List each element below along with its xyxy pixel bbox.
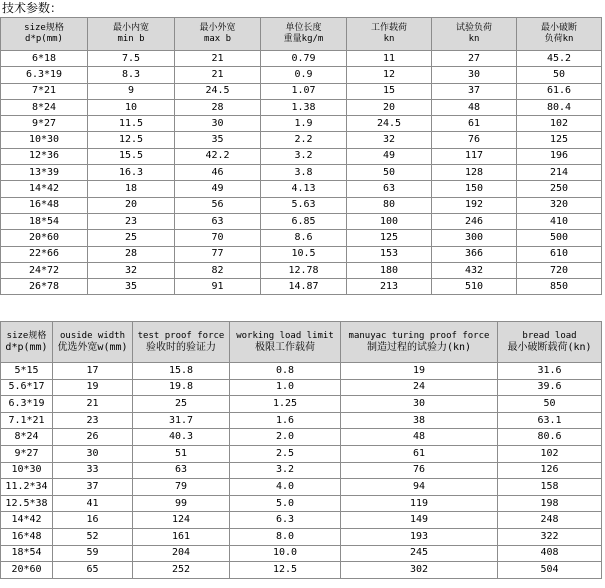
table-cell: 80	[347, 197, 432, 213]
table-cell: 33	[53, 462, 133, 479]
table-cell: 15.5	[88, 148, 175, 164]
table-cell: 23	[88, 213, 175, 229]
table-cell: 322	[498, 528, 602, 545]
table-cell: 24*72	[1, 262, 88, 278]
table-cell: 22*66	[1, 246, 88, 262]
table-cell: 204	[133, 545, 230, 562]
table-cell: 248	[498, 512, 602, 529]
page-title: 技术参数：	[2, 1, 63, 15]
table-row	[1, 132, 602, 148]
table-cell: 24.5	[347, 116, 432, 132]
column-header-line2: max b	[203, 34, 232, 44]
table-cell: 65	[53, 562, 133, 579]
column-header-line1: 工作载荷	[370, 23, 407, 33]
table-cell: 63	[133, 462, 230, 479]
table-row	[1, 396, 602, 413]
column-header-line2: d*p(mm)	[5, 342, 48, 353]
table-cell: 63.1	[498, 412, 602, 429]
table-cell: 10*30	[1, 132, 88, 148]
table-cell: 2.0	[230, 429, 341, 446]
table-cell: 3.2	[230, 462, 341, 479]
column-header-line2: 负荷kn	[544, 34, 574, 44]
table-row	[1, 197, 602, 213]
table-cell: 117	[432, 148, 517, 164]
table-cell: 16.3	[88, 165, 175, 181]
table-cell: 153	[347, 246, 432, 262]
table-cell: 25	[133, 396, 230, 413]
table-cell: 19	[341, 363, 498, 380]
column-header-line1: test proof force	[137, 331, 225, 341]
table-cell: 100	[347, 213, 432, 229]
table-row	[1, 246, 602, 262]
table-cell: 37	[53, 479, 133, 496]
table-cell: 24	[341, 379, 498, 396]
table-cell: 80.4	[517, 99, 602, 115]
table-cell: 8.0	[230, 528, 341, 545]
table-cell: 10	[88, 99, 175, 115]
table-cell: 12	[347, 67, 432, 83]
table-cell: 6*18	[1, 51, 88, 67]
table-cell: 24.5	[175, 83, 261, 99]
table-cell: 10*30	[1, 462, 53, 479]
column-header-line2: d*p(mm)	[25, 34, 63, 44]
table-cell: 27	[432, 51, 517, 67]
table-cell: 432	[432, 262, 517, 278]
table-row	[1, 116, 602, 132]
table-cell: 42.2	[175, 148, 261, 164]
column-header	[347, 18, 432, 51]
table-cell: 102	[517, 116, 602, 132]
table-cell: 158	[498, 479, 602, 496]
column-header	[261, 18, 347, 51]
table-cell: 0.9	[261, 67, 347, 83]
table-cell: 25	[88, 230, 175, 246]
table-row	[1, 495, 602, 512]
table-cell: 500	[517, 230, 602, 246]
column-header-line2: 极限工作载荷	[255, 342, 315, 353]
table-cell: 245	[341, 545, 498, 562]
table-row	[1, 51, 602, 67]
table-cell: 1.38	[261, 99, 347, 115]
column-header-line2: 验收时的验证力	[146, 342, 216, 353]
table-cell: 77	[175, 246, 261, 262]
table-cell: 1.0	[230, 379, 341, 396]
table-cell: 14*42	[1, 181, 88, 197]
table-cell: 50	[517, 67, 602, 83]
table-cell: 20*60	[1, 230, 88, 246]
table-row	[1, 379, 602, 396]
table-cell: 102	[498, 445, 602, 462]
column-header-line2: 重量kg/m	[283, 34, 324, 44]
table-cell: 7*21	[1, 83, 88, 99]
table-cell: 18*54	[1, 213, 88, 229]
column-header	[175, 18, 261, 51]
table-cell: 32	[88, 262, 175, 278]
table-cell: 12.78	[261, 262, 347, 278]
table-cell: 125	[347, 230, 432, 246]
table-row	[1, 545, 602, 562]
table-cell: 0.8	[230, 363, 341, 380]
column-header-line1: 单位长度	[285, 23, 322, 33]
column-header-line1: 最小外宽	[199, 23, 236, 33]
column-header-line1: 最小破断	[540, 23, 577, 33]
table-cell: 26	[53, 429, 133, 446]
table-cell: 149	[341, 512, 498, 529]
table-cell: 246	[432, 213, 517, 229]
table-cell: 213	[347, 279, 432, 295]
table-cell: 192	[432, 197, 517, 213]
table-cell: 16*48	[1, 197, 88, 213]
table-cell: 119	[341, 495, 498, 512]
table-row	[1, 213, 602, 229]
table-cell: 11.2*34	[1, 479, 53, 496]
table-cell: 18*54	[1, 545, 53, 562]
table-cell: 410	[517, 213, 602, 229]
column-header	[1, 18, 88, 51]
column-header	[230, 322, 341, 363]
table-cell: 13*39	[1, 165, 88, 181]
table-cell: 11	[347, 51, 432, 67]
table-cell: 8.6	[261, 230, 347, 246]
column-header-line2: 制造过程的试验力(kn)	[366, 342, 472, 353]
table-row	[1, 462, 602, 479]
table-cell: 7.5	[88, 51, 175, 67]
table-cell: 28	[88, 246, 175, 262]
table-cell: 49	[347, 148, 432, 164]
table-cell: 250	[517, 181, 602, 197]
table-cell: 4.13	[261, 181, 347, 197]
table-cell: 125	[517, 132, 602, 148]
table-cell: 20*60	[1, 562, 53, 579]
table-cell: 37	[432, 83, 517, 99]
table-row	[1, 181, 602, 197]
table-cell: 320	[517, 197, 602, 213]
column-header-line2: 优选外宽w(mm)	[57, 342, 128, 353]
table-row	[1, 230, 602, 246]
table-cell: 16*48	[1, 528, 53, 545]
table-cell: 63	[175, 213, 261, 229]
table-cell: 15.8	[133, 363, 230, 380]
table-cell: 252	[133, 562, 230, 579]
table-cell: 150	[432, 181, 517, 197]
table-cell: 5*15	[1, 363, 53, 380]
column-header	[1, 322, 53, 363]
table-cell: 19	[53, 379, 133, 396]
table-cell: 2.2	[261, 132, 347, 148]
table-cell: 28	[175, 99, 261, 115]
table-cell: 19.8	[133, 379, 230, 396]
table-cell: 1.07	[261, 83, 347, 99]
table-cell: 50	[498, 396, 602, 413]
table-cell: 21	[175, 67, 261, 83]
table-cell: 52	[53, 528, 133, 545]
table-cell: 20	[347, 99, 432, 115]
table-cell: 61	[432, 116, 517, 132]
table-cell: 124	[133, 512, 230, 529]
table-row	[1, 445, 602, 462]
table-cell: 214	[517, 165, 602, 181]
table-cell: 61	[341, 445, 498, 462]
table-cell: 128	[432, 165, 517, 181]
table-row	[1, 412, 602, 429]
table-cell: 45.2	[517, 51, 602, 67]
table-cell: 193	[341, 528, 498, 545]
table-cell: 23	[53, 412, 133, 429]
table-cell: 126	[498, 462, 602, 479]
table-row	[1, 262, 602, 278]
table-cell: 76	[432, 132, 517, 148]
column-header	[432, 18, 517, 51]
table-cell: 35	[175, 132, 261, 148]
table-row	[1, 429, 602, 446]
table-cell: 82	[175, 262, 261, 278]
table-row	[1, 165, 602, 181]
table-cell: 11.5	[88, 116, 175, 132]
column-header-line2: 最小破断载荷(kn)	[507, 342, 592, 353]
column-header	[498, 322, 602, 363]
table-cell: 51	[133, 445, 230, 462]
table-cell: 300	[432, 230, 517, 246]
table-cell: 1.9	[261, 116, 347, 132]
column-header	[88, 18, 175, 51]
specs-table-2	[0, 321, 602, 579]
table-cell: 6.3	[230, 512, 341, 529]
table-cell: 14*42	[1, 512, 53, 529]
table-cell: 6.3*19	[1, 67, 88, 83]
table-cell: 610	[517, 246, 602, 262]
column-header-line1: manuyac turing proof force	[348, 331, 490, 341]
table-cell: 21	[175, 51, 261, 67]
table-cell: 12.5*38	[1, 495, 53, 512]
table-cell: 61.6	[517, 83, 602, 99]
table-cell: 5.6*17	[1, 379, 53, 396]
table-cell: 12.5	[230, 562, 341, 579]
table-cell: 198	[498, 495, 602, 512]
table-row	[1, 512, 602, 529]
table-cell: 408	[498, 545, 602, 562]
table-cell: 79	[133, 479, 230, 496]
table-cell: 5.0	[230, 495, 341, 512]
table-row	[1, 562, 602, 579]
table-cell: 63	[347, 181, 432, 197]
table-row	[1, 83, 602, 99]
table-cell: 14.87	[261, 279, 347, 295]
table-cell: 48	[432, 99, 517, 115]
table-cell: 17	[53, 363, 133, 380]
table-row	[1, 67, 602, 83]
table-cell: 59	[53, 545, 133, 562]
table-cell: 40.3	[133, 429, 230, 446]
table-cell: 91	[175, 279, 261, 295]
table-cell: 56	[175, 197, 261, 213]
table-cell: 48	[341, 429, 498, 446]
table-row	[1, 279, 602, 295]
table-cell: 5.63	[261, 197, 347, 213]
table-row	[1, 528, 602, 545]
column-header-line1: size规格	[6, 331, 47, 341]
table-cell: 50	[347, 165, 432, 181]
table-cell: 8*24	[1, 429, 53, 446]
table-cell: 49	[175, 181, 261, 197]
table-cell: 302	[341, 562, 498, 579]
column-header-line2: kn	[383, 34, 395, 44]
table-cell: 70	[175, 230, 261, 246]
table-cell: 8.3	[88, 67, 175, 83]
table-cell: 9*27	[1, 445, 53, 462]
table-cell: 30	[175, 116, 261, 132]
column-header-line1: bread load	[522, 331, 577, 341]
table-header-row	[1, 18, 602, 51]
table-cell: 76	[341, 462, 498, 479]
table-cell: 12.5	[88, 132, 175, 148]
table-cell: 9*27	[1, 116, 88, 132]
table-cell: 720	[517, 262, 602, 278]
table-cell: 26*78	[1, 279, 88, 295]
table-cell: 99	[133, 495, 230, 512]
table-cell: 9	[88, 83, 175, 99]
table-cell: 38	[341, 412, 498, 429]
table-cell: 46	[175, 165, 261, 181]
table-cell: 15	[347, 83, 432, 99]
table-cell: 510	[432, 279, 517, 295]
column-header-line2: min b	[117, 34, 145, 44]
column-header-line1: 最小内宽	[112, 23, 149, 33]
table-cell: 80.6	[498, 429, 602, 446]
table-cell: 39.6	[498, 379, 602, 396]
table-cell: 32	[347, 132, 432, 148]
table-cell: 6.85	[261, 213, 347, 229]
table-cell: 366	[432, 246, 517, 262]
table-cell: 30	[53, 445, 133, 462]
table-cell: 6.3*19	[1, 396, 53, 413]
table-cell: 35	[88, 279, 175, 295]
table-cell: 31.6	[498, 363, 602, 380]
table-row	[1, 99, 602, 115]
table-cell: 504	[498, 562, 602, 579]
table-cell: 18	[88, 181, 175, 197]
table-cell: 1.25	[230, 396, 341, 413]
table-cell: 2.5	[230, 445, 341, 462]
table-cell: 161	[133, 528, 230, 545]
column-header	[517, 18, 602, 51]
table-cell: 196	[517, 148, 602, 164]
column-header	[133, 322, 230, 363]
table-cell: 20	[88, 197, 175, 213]
table-cell: 1.6	[230, 412, 341, 429]
table-cell: 94	[341, 479, 498, 496]
column-header-line2: kn	[468, 34, 480, 44]
table-row	[1, 148, 602, 164]
table-cell: 30	[432, 67, 517, 83]
table-row	[1, 479, 602, 496]
table-cell: 8*24	[1, 99, 88, 115]
table-cell: 3.8	[261, 165, 347, 181]
column-header-line1: 试验负荷	[455, 23, 492, 33]
table-cell: 30	[341, 396, 498, 413]
table-header-row	[1, 322, 602, 363]
table-cell: 850	[517, 279, 602, 295]
column-header	[53, 322, 133, 363]
table-cell: 21	[53, 396, 133, 413]
table-cell: 7.1*21	[1, 412, 53, 429]
table-cell: 0.79	[261, 51, 347, 67]
table-cell: 180	[347, 262, 432, 278]
table-cell: 16	[53, 512, 133, 529]
column-header	[341, 322, 498, 363]
table-cell: 10.0	[230, 545, 341, 562]
table-cell: 10.5	[261, 246, 347, 262]
table-cell: 12*36	[1, 148, 88, 164]
table-cell: 41	[53, 495, 133, 512]
column-header-line1: size规格	[24, 23, 64, 33]
specs-table-1	[0, 17, 602, 295]
column-header-line1: ouside width	[59, 331, 126, 341]
column-header-line1: working load limit	[236, 331, 334, 341]
table-row	[1, 363, 602, 380]
table-cell: 4.0	[230, 479, 341, 496]
table-cell: 3.2	[261, 148, 347, 164]
table-cell: 31.7	[133, 412, 230, 429]
